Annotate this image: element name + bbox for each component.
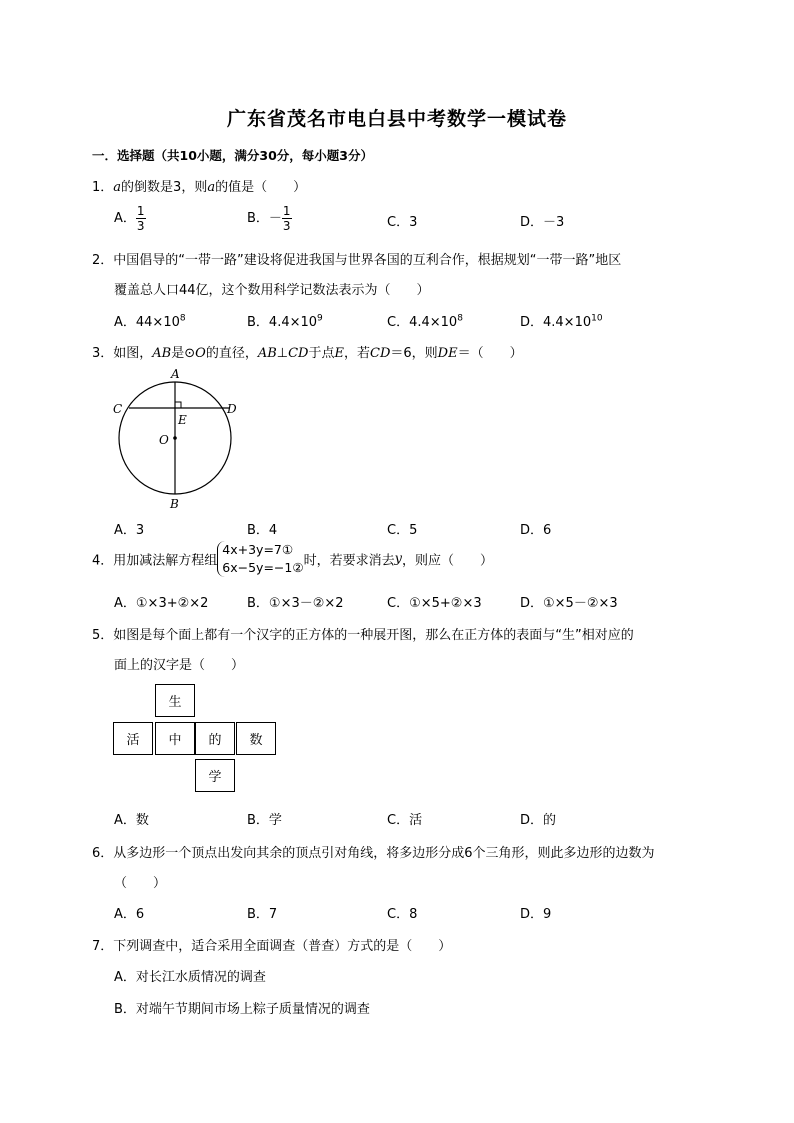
- label-b: B: [170, 497, 179, 511]
- cell-xue: 学: [195, 759, 235, 792]
- question-2-line1: 2．中国倡导的“一带一路”建设将促进我国与世界各国的互利合作，根据规划“一带一路”地区: [92, 253, 622, 268]
- q1-var: a: [113, 180, 122, 195]
- label-a: A: [171, 367, 180, 381]
- cell-shu: 数: [236, 722, 276, 755]
- q1-b-fraction: $\frac{1}{3}$: [282, 204, 291, 233]
- q6-option-d: D．9: [520, 907, 552, 922]
- label-e: E: [178, 413, 187, 427]
- q2-option-d: D．$4.4\times 10^{10}$: [520, 313, 603, 330]
- q2-option-c: C．$4.4\times 10^8$: [387, 313, 463, 330]
- q1-a-label: A．: [114, 211, 136, 226]
- q5-option-a: A．数: [114, 813, 149, 828]
- q4-option-d: D．①×5－②×3: [520, 596, 618, 611]
- label-d: D: [227, 402, 237, 416]
- q7-option-a: A．对长江水质情况的调查: [114, 970, 266, 985]
- question-5-line2: 面上的汉字是（ ）: [114, 658, 245, 673]
- cell-sheng: 生: [155, 684, 195, 717]
- q6-option-a: A．6: [114, 907, 145, 922]
- question-5-line1: 5．如图是每个面上都有一个汉字的正方体的一种展开图，那么在正方体的表面与“生”相对应的: [92, 628, 634, 643]
- q1-a-fraction: $\frac{1}{3}$: [136, 204, 145, 233]
- q1-option-b: [247, 204, 292, 233]
- q5-option-b: B．学: [247, 813, 282, 828]
- cell-huo: 活: [113, 722, 153, 755]
- question-6-line1: 6．从多边形一个顶点出发向其余的顶点引对角线，将多边形分成6个三角形，则此多边形的边数为: [92, 846, 655, 861]
- section-heading: 一．选择题（共10小题，满分30分，每小题3分）: [92, 148, 373, 163]
- circle-diagram: [105, 362, 245, 512]
- cell-zhong: 中: [155, 722, 195, 755]
- q1-number: 1．: [92, 180, 114, 195]
- q5-option-c: C．活: [387, 813, 423, 828]
- right-angle-mark: [175, 402, 181, 408]
- label-o: O: [159, 433, 169, 447]
- q1-b-label: B．－: [247, 211, 282, 226]
- q3-option-c: C．5: [387, 523, 418, 538]
- q1-text: 的倒数是3，则: [121, 180, 208, 195]
- question-3: 3．如图，AB是⊙O的直径，AB⊥CD于点E，若CD＝6，则DE＝（ ）: [92, 346, 523, 361]
- q1-option-a: [114, 204, 146, 233]
- q4-option-b: B．①×3－②×2: [247, 596, 344, 611]
- center-dot: [173, 436, 177, 440]
- q2-option-a: A．$44\times 10^8$: [114, 313, 186, 330]
- q1-option-c: C．3: [387, 215, 418, 230]
- q3-option-b: B．4: [247, 523, 278, 538]
- q5-option-d: D．的: [520, 813, 557, 828]
- question-4: 4．用加减法解方程组 4x+3y=7① 6x−5y=−1② 时，若要求消去y，则应（ ）: [92, 542, 493, 575]
- question-7: 7．下列调查中，适合采用全面调查（普查）方式的是（ ）: [92, 939, 452, 954]
- q4-option-c: C．①×5+②×3: [387, 596, 482, 611]
- q2-option-b: B．$4.4\times 10^9$: [247, 313, 323, 330]
- q7-option-b: B．对端午节期间市场上粽子质量情况的调查: [114, 1002, 370, 1017]
- label-c: C: [113, 402, 123, 416]
- q1-var2: a: [207, 180, 216, 195]
- question-1: [92, 176, 306, 195]
- q4-option-a: A．①×3+②×2: [114, 596, 209, 611]
- q3-option-d: D．6: [520, 523, 552, 538]
- page-title: 广东省茂名市电白县中考数学一模试卷: [226, 108, 567, 130]
- q6-option-b: B．7: [247, 907, 278, 922]
- equation-system: 4x+3y=7① 6x−5y=−1②: [217, 541, 303, 577]
- q1-tail: 的值是（ ）: [215, 180, 307, 195]
- q3-option-a: A．3: [114, 523, 145, 538]
- cell-de: 的: [195, 722, 235, 755]
- q1-option-d: D．－3: [520, 215, 565, 230]
- question-6-line2: （ ）: [114, 876, 167, 891]
- cube-net: [113, 684, 278, 793]
- q6-option-c: C．8: [387, 907, 418, 922]
- question-2-line2: 覆盖总人口44亿，这个数用科学记数法表示为（ ）: [114, 283, 430, 298]
